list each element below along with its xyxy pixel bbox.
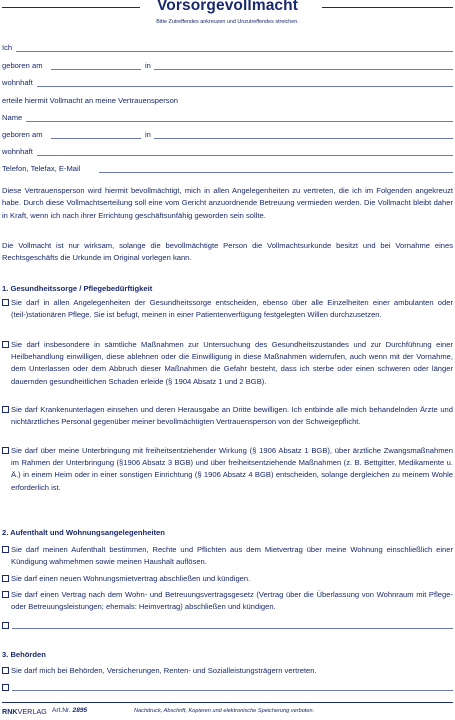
authorities-option-represent[interactable]: [2, 665, 453, 677]
article-number-label: Art.Nr.: [52, 707, 71, 714]
section-residence-title: 2. Aufenthalt und Wohnungsangelegenheiten: [2, 528, 165, 537]
checkbox[interactable]: [2, 667, 9, 674]
agent-name-field[interactable]: [2, 112, 453, 124]
agent-birthplace-label: in: [145, 130, 151, 139]
residence-option-care-contract[interactable]: [2, 589, 453, 613]
validity-paragraph: Die Vollmacht ist nur wirksam, solange die bevollmächtigte Person die Vollmachtsurkunde besitzt und bei Vornahme eines Rechtsgeschäfts die Urkunde im Original vorlegen kann.: [2, 241, 453, 263]
checkbox[interactable]: [2, 622, 9, 629]
checkbox[interactable]: [2, 575, 9, 582]
agent-name-label: Name: [2, 113, 23, 122]
agent-birthplace-line[interactable]: [154, 138, 453, 139]
document-subtitle: Bitte Zutreffendes ankreuzen und Unzutreffendes streichen.: [156, 18, 299, 25]
principal-statement: [2, 95, 453, 107]
document-header: [0, 0, 455, 30]
agent-contact-line[interactable]: [99, 172, 453, 173]
publisher-name-bold: RNK: [2, 707, 18, 716]
publisher-logo: [2, 707, 47, 716]
agent-contact-label: Telefon, Telefax, E-Mail: [2, 164, 81, 173]
residence-option-lease[interactable]: [2, 573, 453, 585]
section-health-title: 1. Gesundheitssorge / Pflegebedürftigkeit: [2, 284, 153, 293]
health-option-general[interactable]: [2, 297, 453, 321]
principal-name-field[interactable]: [2, 42, 453, 54]
checkbox[interactable]: [2, 447, 9, 454]
agent-birthdate-label: geboren am: [2, 130, 43, 139]
agent-address-line[interactable]: [37, 155, 453, 156]
principal-name-label: Ich: [2, 43, 13, 52]
checkbox[interactable]: [2, 684, 9, 691]
option-text: Sie darf insbesondere in sämtliche Maßnahmen zur Untersuchung des Gesundheitszustandes und zur Durchführung einer Heilbehandlung einwilligen, diese ablehnen oder die Einwilligung in diese Maßnahmen widerrufen, auch wenn mit der Vornahme, dem Unterlassen oder dem Abbruch dieser Maßnahmen die Gefahr besteht, dass ich sterbe oder einen schweren oder länger dauernden gesundheitlichen Schaden erleide (§ 1904 Absatz 1 und 2 BGB).: [11, 340, 453, 386]
principal-birthplace-label: in: [145, 61, 151, 70]
principal-birthplace-line[interactable]: [154, 69, 453, 70]
option-text: Sie darf Krankenunterlagen einsehen und deren Herausgabe an Dritte bewilligen. Ich entbinde alle mich behandelnden Ärzte und nichtärztliches Personal gegenüber meiner bevollmächtigten Vertrauensperson von der Schweigepflicht.: [11, 405, 453, 427]
publisher-name-regular: VERLAG: [17, 707, 47, 716]
residence-option-blank[interactable]: [2, 620, 453, 632]
health-option-treatment[interactable]: [2, 339, 453, 388]
agent-address-label: wohnhaft: [2, 147, 33, 156]
option-text: Sie darf über meine Unterbringung mit freiheitsentziehender Wirkung (§ 1906 Absatz 1 BGB), über ärztliche Zwangsmaßnahmen im Rahmen der Unterbringung (§1906 Absatz 3 BGB) und über freiheitsentziehende Maßnahmen (z. B. Bettgitter, Medikamente u. Ä.) in einem Heim oder in einer sonstigen Einrichtung (§ 1906 Absatz 4 BGB) entscheiden, solange dergleichen zu meinem Wohle erforderlich ist.: [11, 446, 453, 492]
authorities-option-blank[interactable]: [2, 682, 453, 694]
footer-rule: [2, 702, 453, 703]
principal-address-label: wohnhaft: [2, 78, 33, 87]
article-number-value: 2895: [72, 707, 88, 714]
agent-contact-field[interactable]: [2, 163, 453, 175]
checkbox[interactable]: [2, 546, 9, 553]
document-footer: [0, 702, 455, 720]
principal-birthdate-label: geboren am: [2, 61, 43, 70]
health-option-records[interactable]: [2, 404, 453, 428]
option-text: Sie darf meinen Aufenthalt bestimmen, Rechte und Pflichten aus dem Mietvertrag über meine Wohnung einschließlich einer Kündigung wahrnehmen sowie meinen Haushalt auflösen.: [11, 545, 453, 567]
principal-birth-field[interactable]: [2, 60, 453, 72]
residence-option-housing[interactable]: [2, 544, 453, 568]
blank-line[interactable]: [12, 690, 453, 691]
agent-address-field[interactable]: [2, 146, 453, 158]
option-text: Sie darf mich bei Behörden, Versicherungen, Renten- und Sozialleistungsträgern vertreten.: [11, 666, 317, 675]
article-number: [52, 707, 87, 714]
checkbox[interactable]: [2, 406, 9, 413]
blank-line[interactable]: [12, 628, 453, 629]
copyright-notice: Nachdruck, Abschrift, Kopieren und elektronische Speicherung verboten.: [134, 707, 315, 714]
health-option-placement[interactable]: [2, 445, 453, 494]
section-authorities-title: 3. Behörden: [2, 650, 46, 659]
option-text: Sie darf in allen Angelegenheiten der Gesundheitssorge entscheiden, ebenso über alle Einzelheiten einer ambulanten oder (teil-)stationären Pflege. Sie ist befugt, meinen in einer Patientenverfügung festgelegten Willen durchzusetzen.: [11, 298, 453, 320]
option-text: Sie darf einen Vertrag nach dem Wohn- und Betreuungsvertragsgesetz (Vertrag über die Überlassung von Wohnraum mit Pflege- oder Betreuungsleistungen; ehemals: Heimvertrag) abschließen und kündigen.: [11, 590, 453, 612]
document-title: Vorsorgevollmacht: [157, 0, 298, 14]
option-text: Sie darf einen neuen Wohnungsmietvertrag abschließen und kündigen.: [11, 574, 251, 583]
principal-name-line[interactable]: [16, 51, 453, 52]
checkbox[interactable]: [2, 341, 9, 348]
agent-birthdate-line[interactable]: [51, 138, 141, 139]
principal-statement-text: erteile hiermit Vollmacht an meine Vertrauensperson: [2, 96, 179, 105]
principal-birthdate-line[interactable]: [51, 69, 141, 70]
checkbox[interactable]: [2, 299, 9, 306]
checkbox[interactable]: [2, 591, 9, 598]
intro-paragraph: Diese Vertrauensperson wird hiermit bevollmächtigt, mich in allen Angelegenheiten zu vertreten, die ich im Folgenden angekreuzt habe. Durch diese Vollmachtserteilung soll eine vom Gericht anzuordnende Betreuung vermieden werden. Die Vollmacht bleibt daher in Kraft, wenn ich nach ihrer Errichtung geschäftsunfähig geworden sein sollte.: [2, 186, 453, 220]
agent-birth-field[interactable]: [2, 129, 453, 141]
principal-address-line[interactable]: [37, 86, 453, 87]
agent-name-line[interactable]: [26, 121, 453, 122]
principal-address-field[interactable]: [2, 77, 453, 89]
